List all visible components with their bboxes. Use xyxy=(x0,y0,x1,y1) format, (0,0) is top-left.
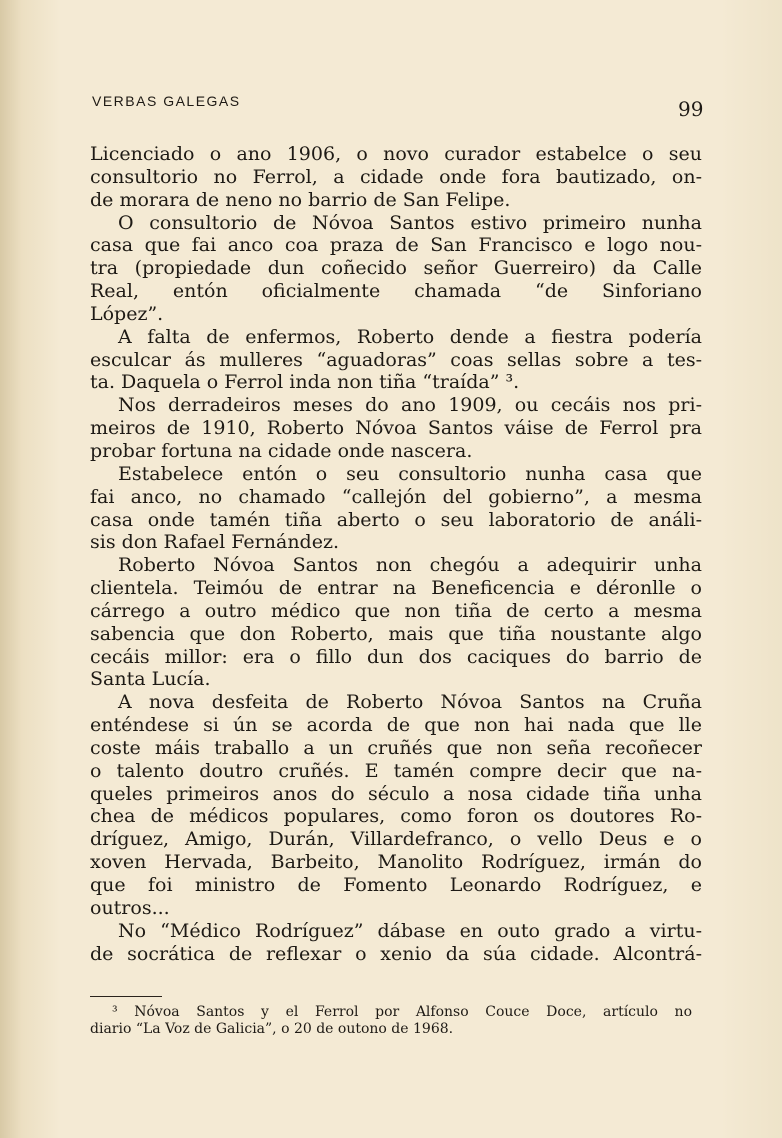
page-number: 99 xyxy=(678,97,704,121)
body-line: O consultorio de Nóvoa Santos estivo primeiro nunha xyxy=(118,211,702,234)
body-line: xoven Hervada, Barbeito, Manolito Rodríguez, irmán do xyxy=(90,851,702,874)
body-line: dríguez, Amigo, Durán, Villardefranco, o vello Deus e o xyxy=(90,828,702,851)
body-line: consultorio no Ferrol, a cidade onde fora bautizado, on- xyxy=(90,165,702,188)
body-line: López”. xyxy=(90,302,164,325)
footnote-rule xyxy=(90,996,162,997)
body-line: fai anco, no chamado “callejón del gobierno”, a mesma xyxy=(90,485,702,508)
body-line: casa que fai anco coa praza de San Francisco e logo nou- xyxy=(90,234,702,257)
running-head: VERBAS GALEGAS xyxy=(92,93,241,109)
body-line: Roberto Nóvoa Santos non chegóu a adequirir unha xyxy=(118,554,702,577)
body-line: A falta de enfermos, Roberto dende a fiestra podería xyxy=(118,325,702,348)
body-line: No “Médico Rodríguez” dábase en outo grado a virtu- xyxy=(118,919,702,942)
body-line: de morara de neno no barrio de San Felipe. xyxy=(90,188,511,211)
body-line: chea de médicos populares, como foron os doutores Ro- xyxy=(90,805,702,828)
body-line: esculcar ás mulleres “aguadoras” coas sellas sobre a tes- xyxy=(90,348,702,371)
body-line: Real, entón oficialmente chamada “de Sinforiano xyxy=(90,280,702,303)
body-line: enténdese si ún se acorda de que non hai nada que lle xyxy=(90,714,702,737)
footnote-line: ³ Nóvoa Santos y el Ferrol por Alfonso Couce Doce, artículo no xyxy=(112,1004,692,1020)
footnotes xyxy=(90,1004,692,1038)
body-line: cárrego a outro médico que non tiña de certo a mesma xyxy=(90,599,702,622)
body-line: sis don Rafael Fernández. xyxy=(90,531,340,554)
body-line: casa onde tamén tiña aberto o seu laboratorio de análi- xyxy=(90,508,702,531)
body-line: que foi ministro de Fomento Leonardo Rodríguez, e xyxy=(90,874,702,896)
body-line: clientela. Teimóu de entrar na Beneficencia e déronlle o xyxy=(90,577,702,600)
body-line: coste máis traballo a un cruñés que non seña recoñecer xyxy=(90,736,702,759)
body-line: cecáis millor: era o fillo dun dos caciques do barrio de xyxy=(90,645,702,668)
body-line: probar fortuna na cidade onde nascera. xyxy=(90,439,473,462)
body-line: de socrática de reflexar o xenio da súa cidade. Alcontrá- xyxy=(90,942,702,965)
body-text xyxy=(90,143,702,965)
body-line: queles primeiros anos do século a nosa cidade tiña unha xyxy=(90,782,702,805)
body-line: A nova desfeita de Roberto Nóvoa Santos na Cruña xyxy=(118,691,702,714)
body-line: outros... xyxy=(90,896,170,919)
footnote-line: diario “La Voz de Galicia”, o 20 de outono de 1968. xyxy=(90,1021,454,1037)
body-line: ta. Daquela o Ferrol inda non tiña “traída” ³. xyxy=(90,371,520,394)
body-line: Nos derradeiros meses do ano 1909, ou cecáis nos pri- xyxy=(118,394,702,417)
body-line: sabencia que don Roberto, mais que tiña noustante algo xyxy=(90,622,702,645)
body-line: tra (propiedade dun coñecido señor Guerreiro) da Calle xyxy=(90,257,702,280)
body-line: Estabelece entón o seu consultorio nunha casa que xyxy=(118,462,702,485)
body-line: o talento doutro cruñés. E tamén compre decir que na- xyxy=(90,759,702,782)
body-line: Santa Lucía. xyxy=(90,668,211,691)
body-line: Licenciado o ano 1906, o novo curador estabelce o seu xyxy=(90,143,702,165)
body-line: meiros de 1910, Roberto Nóvoa Santos váise de Ferrol pra xyxy=(90,417,702,440)
